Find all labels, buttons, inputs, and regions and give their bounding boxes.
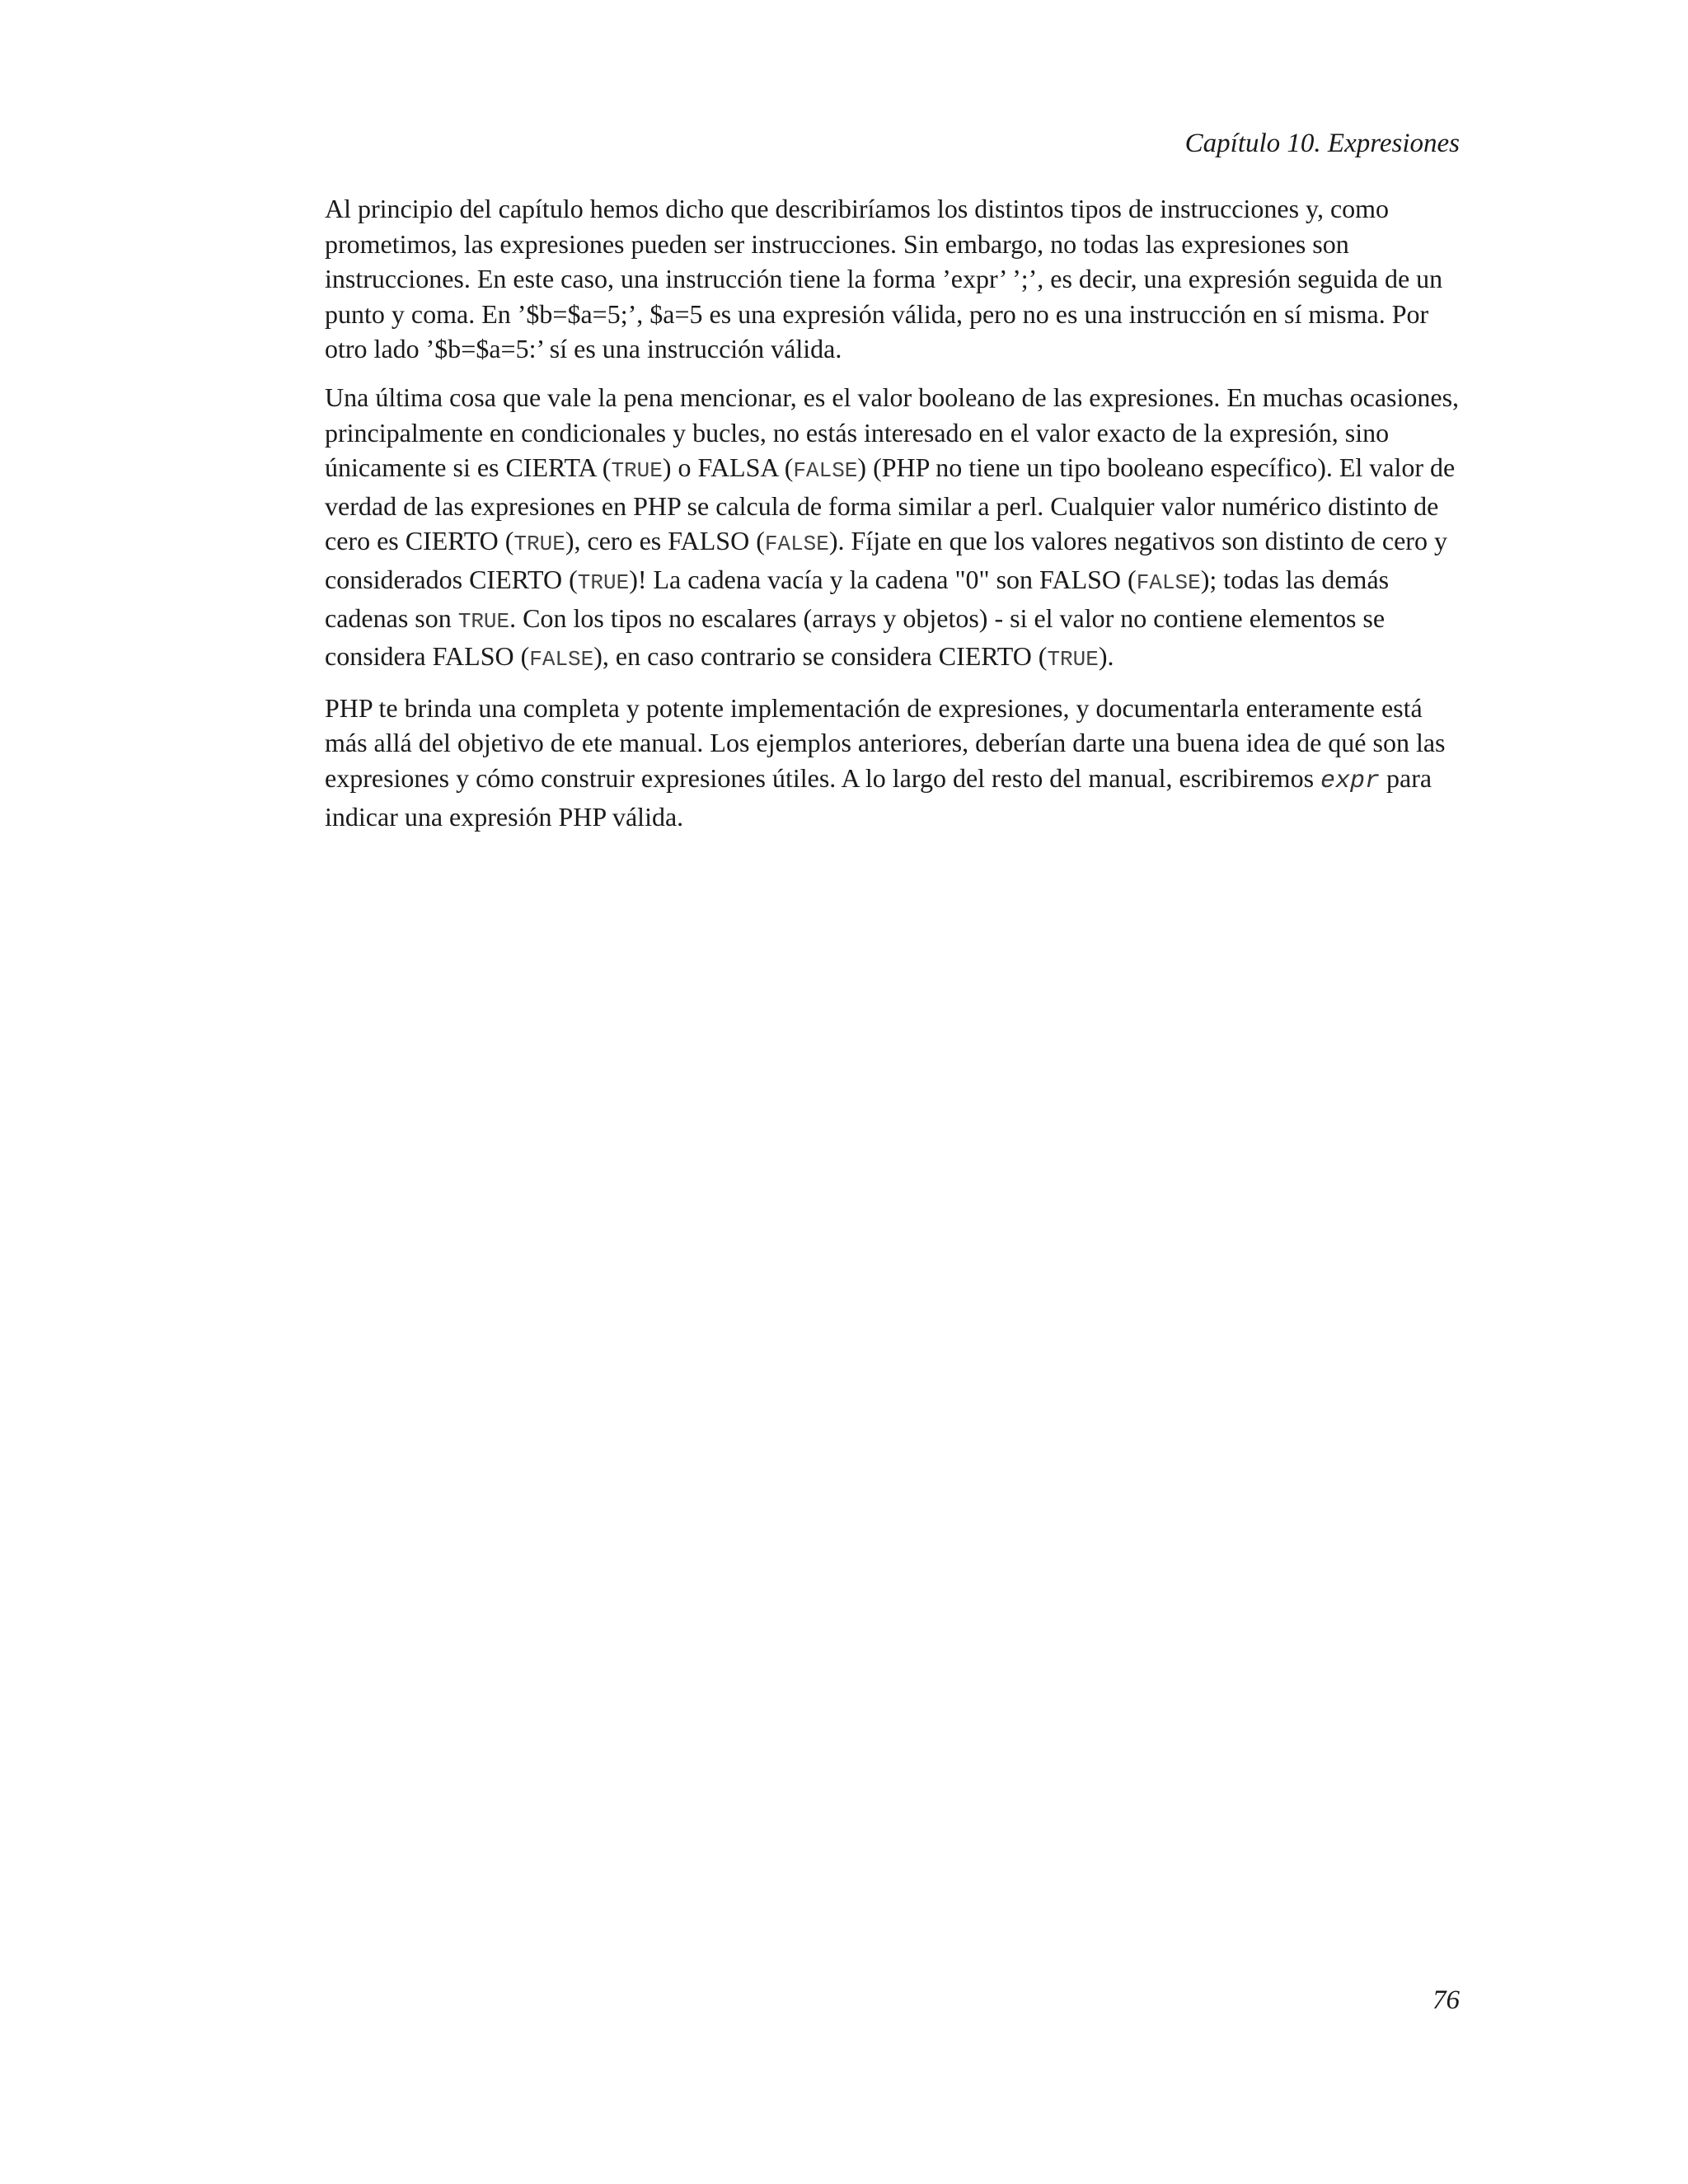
code-true: TRUE xyxy=(457,608,510,634)
code-expr-parameter: expr xyxy=(1320,766,1381,795)
text-run: . Con los tipos no escalares (arrays y objetos) - si el valor no contiene elementos se considera FALSO ( xyxy=(325,602,1386,672)
paragraph-statements: Al principio del capítulo hemos dicho que describiríamos los distintos tipos de instrucciones y, como prometimos, las expresiones pueden ser instrucciones. Sin embargo, no todas las expresiones son instrucciones. En este caso, una instrucción tiene la forma ’expr’ ’;’, es decir, una expresión seguida de un punto y coma. En ’$b=$a=5;’, $a=5 es una expresión válida, pero no es una instrucción en sí misma. Por otro lado ’$b=$a=5:’ sí es una instrucción válida. xyxy=(325,194,1443,364)
text-run: ) o FALSA ( xyxy=(662,452,794,483)
page-body xyxy=(325,191,1470,847)
code-true: TRUE xyxy=(513,532,565,557)
paragraph-implementation xyxy=(325,691,1470,834)
code-false: FALSE xyxy=(764,532,829,557)
text-run: )! La cadena vacía y la cadena "0" son FALSO ( xyxy=(629,564,1137,594)
code-true: TRUE xyxy=(1047,647,1099,673)
text-run: ); todas las demás cadenas son xyxy=(325,564,1390,633)
text-run: ). Fíjate en que los valores negativos son distinto de cero y considerados CIERTO ( xyxy=(325,526,1447,594)
page-number: 76 xyxy=(1432,1985,1460,2015)
text-run: PHP te brinda una completa y potente implementación de expresiones, y documentarla enteramente está más allá del objetivo de ete manual. Los ejemplos anteriores, deberían darte una buena idea de qué son las expresiones y cómo construir expresiones útiles. A lo largo del resto del manual, escribiremos xyxy=(325,692,1446,793)
text-run: Una última cosa que vale la pena mencionar, es el valor booleano de las expresiones. En muchas ocasiones, principalmente en condicionales y bucles, no estás interesado en el valor exacto de la expresión, sino únicamente si es CIERTA ( xyxy=(325,382,1460,483)
running-header: Capítulo 10. Expresiones xyxy=(1184,129,1460,158)
text-run: ) (PHP no tiene un tipo booleano específico). El valor de verdad de las expresiones en PHP se calcula de forma similar a perl. Cualquier valor numérico distinto de cero es CIERTO ( xyxy=(325,452,1456,556)
code-true: TRUE xyxy=(577,569,630,595)
text-run: ), en caso contrario se considera CIERTO ( xyxy=(593,641,1048,672)
paragraph-boolean-value xyxy=(325,380,1470,677)
text-run: para indicar una expresión PHP válida. xyxy=(325,762,1432,832)
text-run: ), cero es FALSO ( xyxy=(565,526,765,556)
code-false: FALSE xyxy=(793,458,858,484)
code-true: TRUE xyxy=(611,458,663,484)
code-false: FALSE xyxy=(529,647,594,673)
text-run: ). xyxy=(1098,641,1114,672)
code-false: FALSE xyxy=(1136,569,1201,595)
